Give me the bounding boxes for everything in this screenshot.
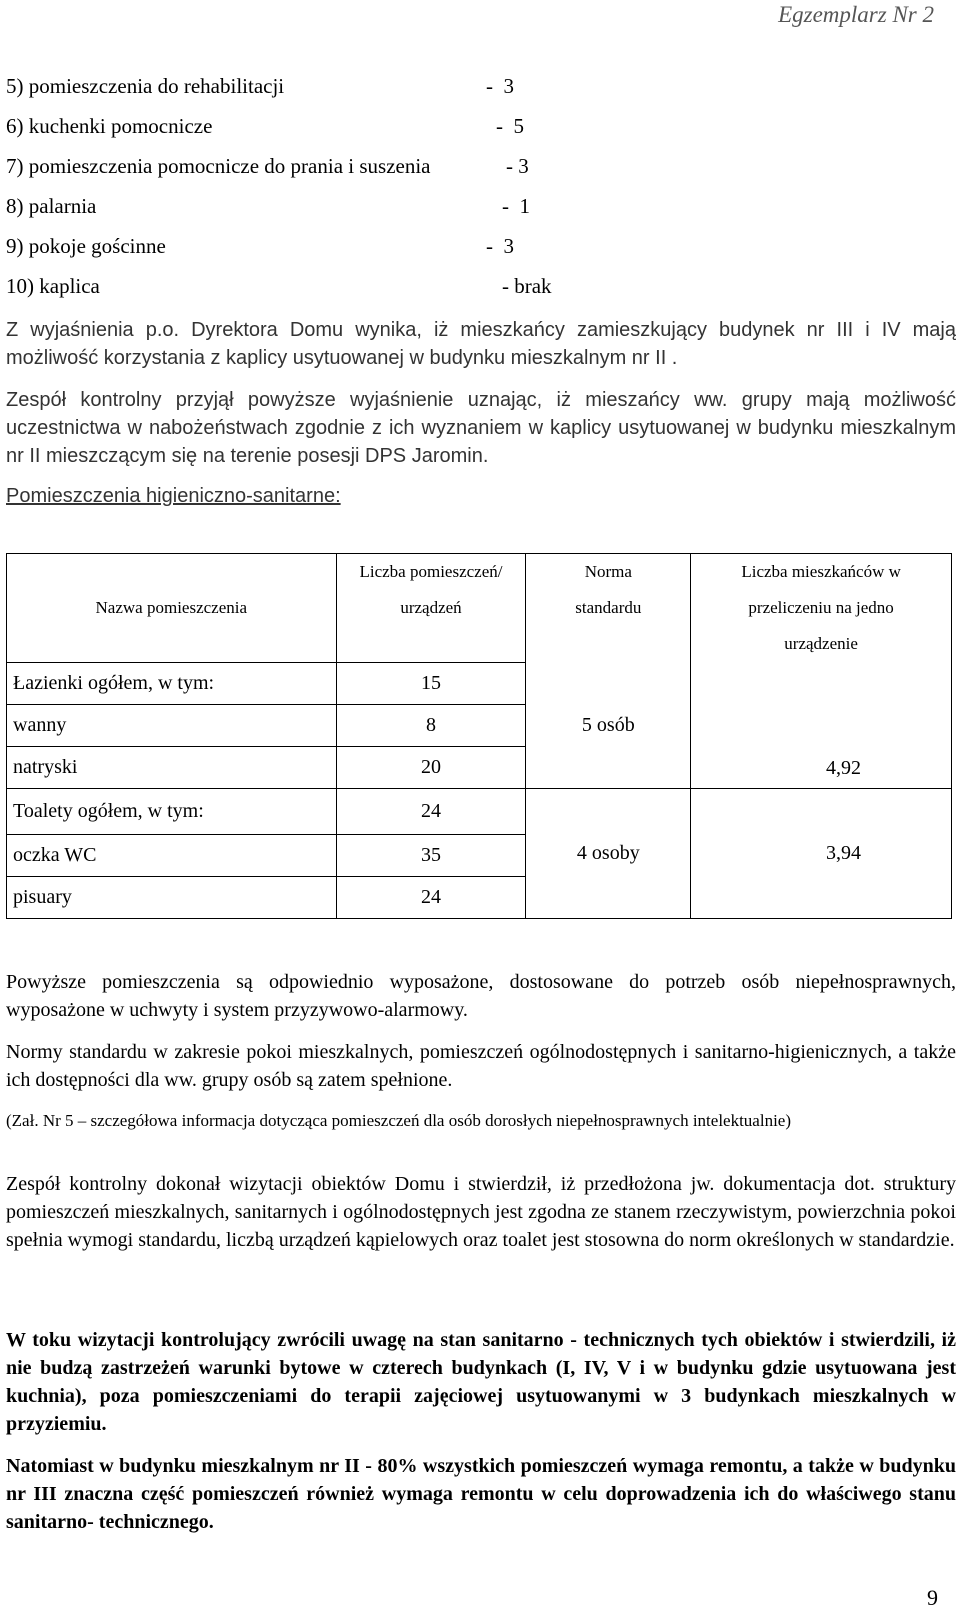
list-item-label: 5) pomieszczenia do rehabilitacji: [6, 74, 285, 98]
cell-count: 24: [336, 789, 526, 835]
cell-name: natryski: [7, 747, 337, 789]
cell-count: 15: [336, 663, 526, 705]
hygiene-heading: Pomieszczenia higieniczno-sanitarne:: [6, 485, 341, 507]
cell-name: wanny: [7, 705, 337, 747]
list-item: [6, 152, 606, 192]
list-item: [6, 72, 606, 112]
equipment-paragraph: Powyższe pomieszczenia są odpowiednio wyposażone, dostosowane do potrzeb osób niepełnosprawnych, wyposażone w uchwyty i system przyzywowo-alarmowy.: [6, 971, 956, 1021]
cell-norm-toilets: 4 osoby: [526, 789, 691, 919]
list-item: [6, 272, 606, 312]
findings-paragraph: W toku wizytacji kontrolujący zwrócili uwagę na stan sanitarno - technicznych tych obiektów i stwierdzili, iż nie budzą zastrzeżeń warunki bytowe w czterech budynkach (I, IV, V i w budynku gdzie usytuowana jest kuchnia), poza pomieszczeniami do terapii zajęciowej usytuowanymi w 3 budynkach mieszkalnych w przyziemiu.: [6, 1329, 956, 1435]
header-count: Liczba pomieszczeń/ urządzeń: [336, 554, 526, 663]
list-item-value: - brak: [502, 274, 552, 298]
page-number: 9: [927, 1585, 938, 1610]
cell-norm-baths: 5 osób: [526, 663, 691, 789]
cell-name: pisuary: [7, 877, 337, 919]
sanitary-table: [6, 553, 952, 919]
cell-count: 8: [336, 705, 526, 747]
list-item: [6, 112, 606, 152]
list-item: [6, 232, 606, 272]
list-item-label: 9) pokoje gościnne: [6, 234, 166, 258]
cell-name: Łazienki ogółem, w tym:: [7, 663, 337, 705]
list-item-label: 6) kuchenki pomocnicze: [6, 114, 213, 138]
cell-ratio-toilets: 3,94: [691, 789, 952, 919]
cell-count: 35: [336, 835, 526, 877]
copy-number: Egzemplarz Nr 2: [778, 2, 934, 27]
list-item-label: 10) kaplica: [6, 274, 100, 298]
list-item-value: - 5: [496, 114, 524, 138]
list-item-value: - 3: [486, 74, 514, 98]
list-item-label: 7) pomieszczenia pomocnicze do prania i suszenia: [6, 154, 431, 178]
cell-count: 20: [336, 747, 526, 789]
standards-paragraph: Normy standardu w zakresie pokoi mieszkalnych, pomieszczeń ogólnodostępnych i sanitarno-higienicznych, a także ich dostępności dla ww. grupy osób są zatem spełnione.: [6, 1041, 956, 1091]
table-header-row: [7, 554, 952, 663]
cell-ratio-baths: 4,92: [691, 663, 952, 789]
visit-paragraph: Zespół kontrolny dokonał wizytacji obiektów Domu i stwierdził, iż przedłożona jw. dokumentacja dot. struktury pomieszczeń mieszkalnych, sanitarnych i ogólnodostępnych jest zgodna ze stanem rzeczywistym, powierzchnia pokoi spełnia wymogi standardu, liczbą urządzeń kąpielowych oraz toalet jest stosowna do norm określonych w standardzie.: [6, 1173, 956, 1251]
list-item-value: - 1: [502, 194, 530, 218]
header-ratio: Liczba mieszkańców w przeliczeniu na jedno urządzenie: [691, 554, 952, 663]
attachment-note: (Zał. Nr 5 – szczegółowa informacja dotycząca pomieszczeń dla osób dorosłych niepełnosprawnych intelektualnie): [6, 1111, 792, 1130]
list-item: [6, 192, 606, 232]
list-item-label: 8) palarnia: [6, 194, 97, 218]
table-row: [7, 663, 952, 705]
renovation-paragraph: Natomiast w budynku mieszkalnym nr II - 80% wszystkich pomieszczeń wymaga remontu, a także w budynku nr III znaczna część pomieszczeń również wymaga remontu w celu doprowadzenia ich do właściwego stanu sanitarno- technicznego.: [6, 1455, 956, 1533]
list-item-value: - 3: [506, 154, 529, 178]
list-item-value: - 3: [486, 234, 514, 258]
header-norm: Norma standardu: [526, 554, 691, 663]
explanation-paragraph: Z wyjaśnienia p.o. Dyrektora Domu wynika, iż mieszkańcy zamieszkujący budynek nr III i IV mają możliwość korzystania z kaplicy usytuowanej w budynku mieszkalnym nr II .: [6, 319, 956, 369]
header-name: Nazwa pomieszczenia: [7, 554, 337, 663]
table-row: [7, 789, 952, 835]
cell-name: oczka WC: [7, 835, 337, 877]
cell-name: Toalety ogółem, w tym:: [7, 789, 337, 835]
cell-count: 24: [336, 877, 526, 919]
rooms-list: [6, 72, 606, 312]
team-accepted-paragraph: Zespół kontrolny przyjął powyższe wyjaśnienie uznając, iż mieszańcy ww. grupy mają możliwość uczestnictwa w nabożeństwach zgodnie z ich wyznaniem w kaplicy usytuowanej w budynku mieszkalnym nr II mieszczącym się na terenie posesji DPS Jaromin.: [6, 389, 956, 467]
